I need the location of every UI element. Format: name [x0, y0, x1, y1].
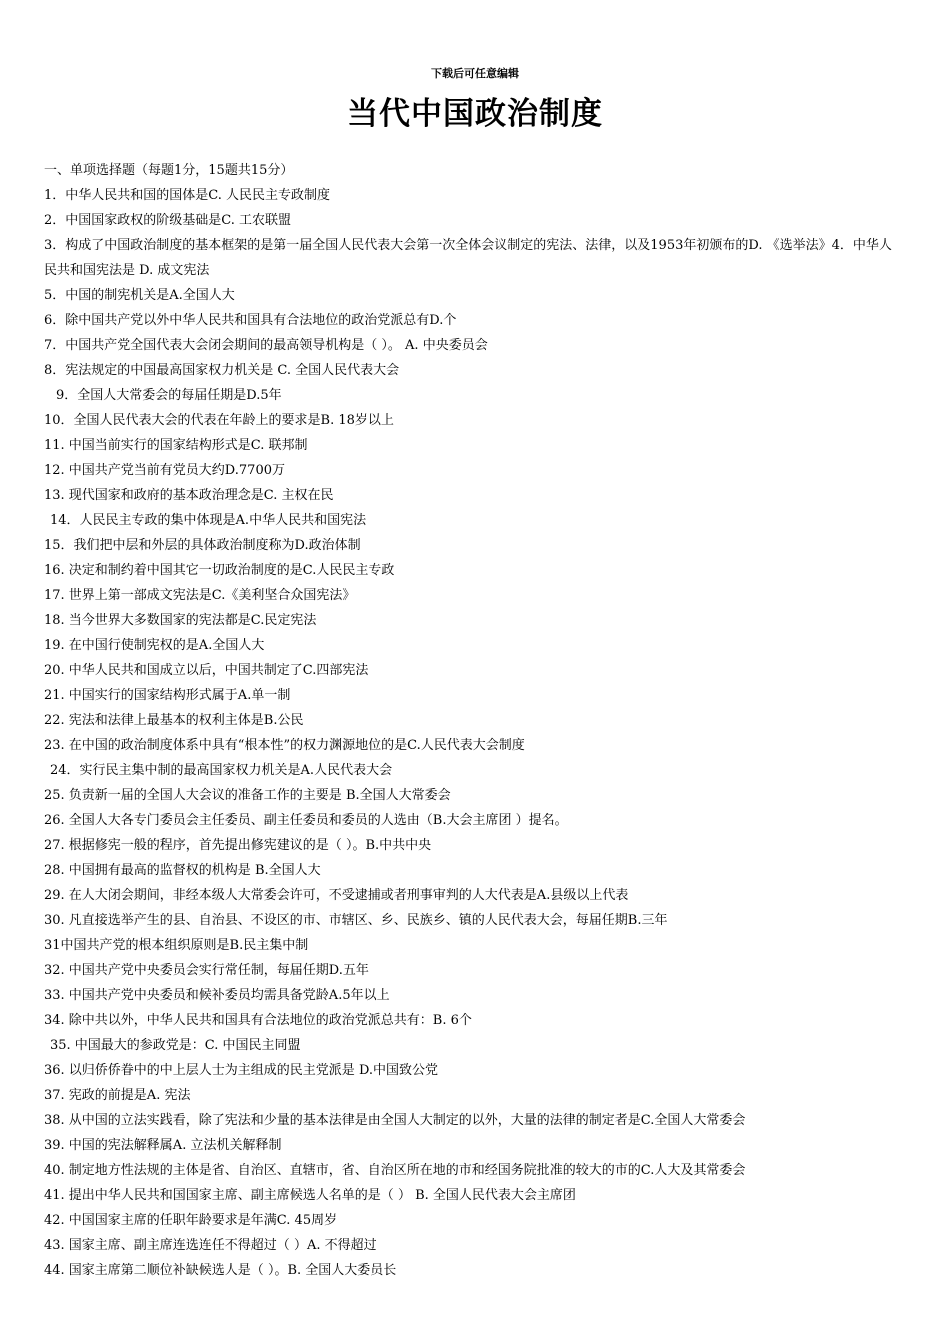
- list-item: 10．全国人民代表大会的代表在年龄上的要求是B. 18岁以上: [44, 413, 394, 428]
- list-item: 18. 当今世界大多数国家的宪法都是C.民定宪法: [44, 613, 317, 628]
- list-item: 13. 现代国家和政府的基本政治理念是C. 主权在民: [44, 488, 334, 503]
- list-item: 7．中国共产党全国代表大会闭会期间的最高领导机构是（ ）。 A. 中央委员会: [44, 338, 488, 353]
- list-item: 11. 中国当前实行的国家结构形式是C. 联邦制: [44, 438, 308, 453]
- list-item: 2．中国国家政权的阶级基础是C. 工农联盟: [44, 213, 292, 228]
- header-note: 下载后可任意编辑: [431, 67, 519, 80]
- list-item: 33. 中国共产党中央委员和候补委员均需具备党龄A.5年以上: [44, 988, 390, 1003]
- list-item: 28. 中国拥有最高的监督权的机构是 B.全国人大: [44, 863, 321, 878]
- section-heading: 一、单项选择题（每题1分，15题共15分）: [44, 163, 294, 178]
- list-item: 38. 从中国的立法实践看，除了宪法和少量的基本法律是由全国人大制定的以外，大量的法律的制定者是C.全国人大常委会: [44, 1113, 746, 1128]
- list-item: 40. 制定地方性法规的主体是省、自治区、直辖市，省、自治区所在地的市和经国务院批准的较大的市的C.人大及其常委会: [44, 1163, 746, 1178]
- list-item: 36. 以归侨侨眷中的中上层人士为主组成的民主党派是 D.中国致公党: [44, 1063, 439, 1078]
- list-item: 8．宪法规定的中国最高国家权力机关是 C. 全国人民代表大会: [44, 363, 400, 378]
- list-item: 6．除中国共产党以外中华人民共和国具有合法地位的政治党派总有D.个: [44, 313, 457, 328]
- list-item: 3．构成了中国政治制度的基本框架的是第一届全国人民代表大会第一次全体会议制定的宪法、法律，以及1953年初颁布的D. 《选举法》4．中华人民共和国宪法是 D. 成文宪法: [44, 238, 892, 278]
- list-item: 41. 提出中华人民共和国国家主席、副主席候选人名单的是（ ） B. 全国人民代表大会主席团: [44, 1188, 576, 1203]
- list-item: 24．实行民主集中制的最高国家权力机关是A.人民代表大会: [50, 763, 393, 778]
- list-item: 42. 中国国家主席的任职年龄要求是年满C. 45周岁: [44, 1213, 338, 1228]
- list-item: 43. 国家主席、副主席连选连任不得超过（ ）A. 不得超过: [44, 1238, 377, 1253]
- list-item: 39. 中国的宪法解释属A. 立法机关解释制: [44, 1138, 282, 1153]
- page-title: 当代中国政治制度: [347, 96, 603, 132]
- list-item: 26. 全国人大各专门委员会主任委员、副主任委员和委员的人选由（B.大会主席团 ）提名。: [44, 813, 568, 828]
- list-item: 37. 宪政的前提是A. 宪法: [44, 1088, 191, 1103]
- list-item: 21. 中国实行的国家结构形式属于A.单一制: [44, 688, 291, 703]
- list-item: 9．全国人大常委会的每届任期是D.5年: [56, 388, 282, 403]
- list-item: 16. 决定和制约着中国其它一切政治制度的是C.人民民主专政: [44, 563, 395, 578]
- list-item: 12. 中国共产党当前有党员大约D.7700万: [44, 463, 285, 478]
- list-item: 44. 国家主席第二顺位补缺候选人是（ ）。B. 全国人大委员长: [44, 1263, 397, 1278]
- list-item: 23. 在中国的政治制度体系中具有“根本性”的权力渊源地位的是C.人民代表大会制度: [44, 738, 525, 753]
- list-item: 19. 在中国行使制宪权的是A.全国人大: [44, 638, 265, 653]
- list-item: 27. 根据修宪一般的程序，首先提出修宪建议的是（ ）。B.中共中央: [44, 838, 432, 853]
- list-item: 31中国共产党的根本组织原则是B.民主集中制: [44, 938, 309, 953]
- list-item: 35. 中国最大的参政党是：C. 中国民主同盟: [50, 1038, 301, 1053]
- list-item: 15．我们把中层和外层的具体政治制度称为D.政治体制: [44, 538, 361, 553]
- list-item: 20. 中华人民共和国成立以后，中国共制定了C.四部宪法: [44, 663, 369, 678]
- document-body: [44, 158, 894, 1283]
- list-item: 22. 宪法和法律上最基本的权利主体是B.公民: [44, 713, 304, 728]
- list-item: 32. 中国共产党中央委员会实行常任制，每届任期D.五年: [44, 963, 369, 978]
- list-item: 5．中国的制宪机关是A.全国人大: [44, 288, 235, 303]
- list-item: 1．中华人民共和国的国体是C. 人民民主专政制度: [44, 188, 331, 203]
- list-item: 29. 在人大闭会期间，非经本级人大常委会许可，不受逮捕或者刑事审判的人大代表是A.县级以上代表: [44, 888, 629, 903]
- list-item: 14．人民民主专政的集中体现是A.中华人民共和国宪法: [50, 513, 367, 528]
- list-item: 34. 除中共以外，中华人民共和国具有合法地位的政治党派总共有：B. 6个: [44, 1013, 472, 1028]
- list-item: 30. 凡直接选举产生的县、自治县、不设区的市、市辖区、乡、民族乡、镇的人民代表大会，每届任期B.三年: [44, 913, 668, 928]
- list-item: 17. 世界上第一部成文宪法是C.《美利坚合众国宪法》: [44, 588, 356, 603]
- list-item: 25. 负责新一届的全国人大会议的准备工作的主要是 B.全国人大常委会: [44, 788, 451, 803]
